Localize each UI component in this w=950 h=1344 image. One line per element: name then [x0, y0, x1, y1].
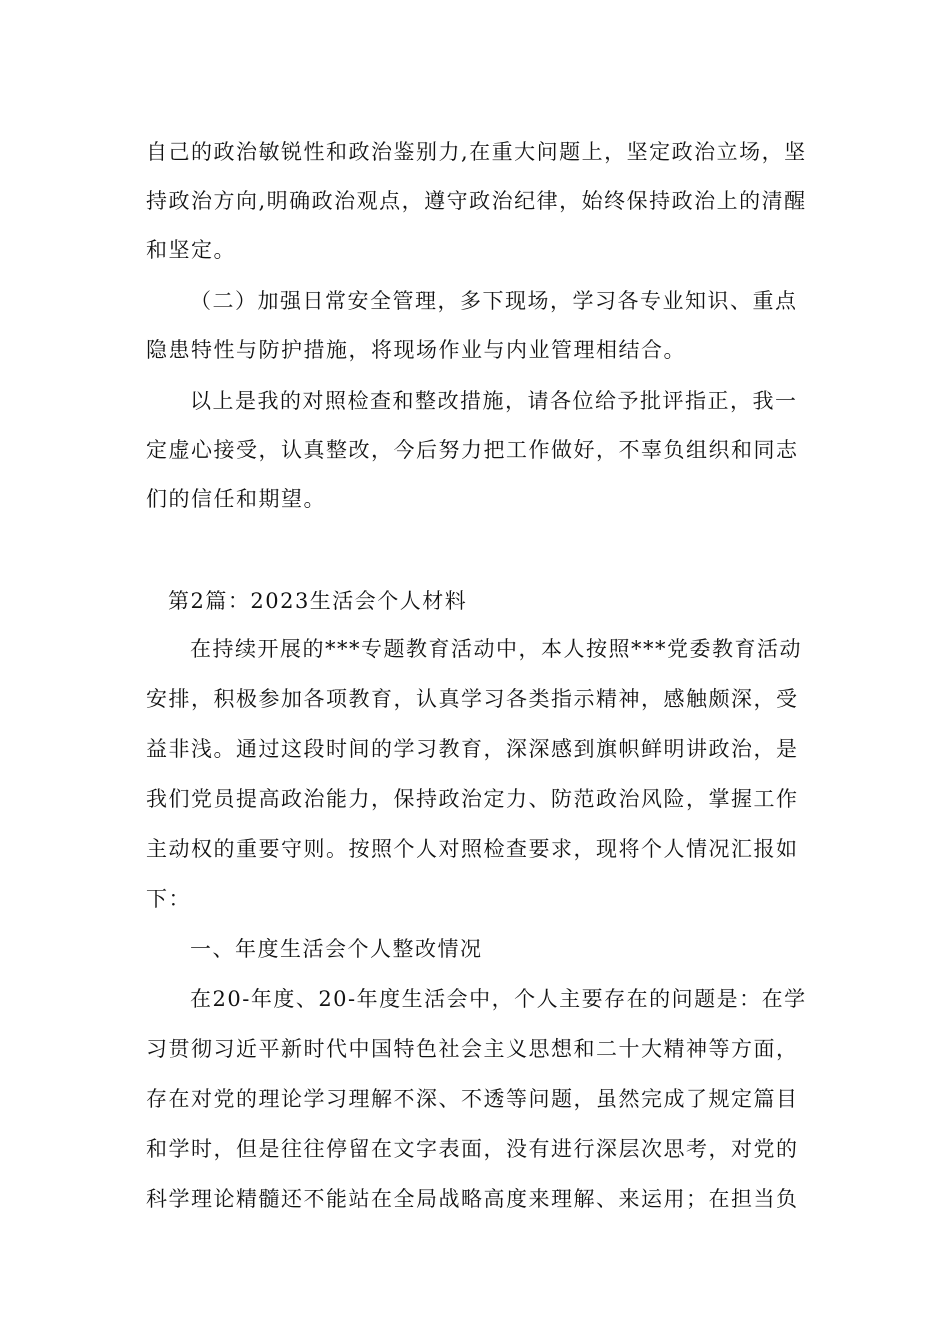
paragraph-4-line-5: 主动权的重要守则。按照个人对照检查要求，现将个人情况汇报如	[146, 837, 799, 861]
article-heading: 第2篇：2023生活会个人材料	[168, 589, 468, 613]
paragraph-4-line-3: 益非浅。通过这段时间的学习教育，深深感到旗帜鲜明讲政治，是	[146, 737, 799, 761]
section-heading: 一、年度生活会个人整改情况	[190, 937, 483, 961]
paragraph-4-line-2: 安排，积极参加各项教育，认真学习各类指示精神，感触颇深，受	[146, 687, 799, 711]
paragraph-5-line-2: 习贯彻习近平新时代中国特色社会主义思想和二十大精神等方面，	[146, 1037, 799, 1061]
paragraph-3-line-2: 定虚心接受，认真整改，今后努力把工作做好，不辜负组织和同志	[146, 438, 799, 462]
paragraph-2-line-1: （二）加强日常安全管理，多下现场，学习各专业知识、重点	[190, 289, 798, 313]
paragraph-5-line-4: 和学时，但是往往停留在文字表面，没有进行深层次思考，对党的	[146, 1137, 799, 1161]
paragraph-1-line-3: 和坚定。	[146, 238, 236, 262]
paragraph-1-line-2: 持政治方向,明确政治观点，遵守政治纪律，始终保持政治上的清醒	[146, 189, 807, 213]
paragraph-4-line-1: 在持续开展的***专题教育活动中，本人按照***党委教育活动	[190, 637, 802, 661]
paragraph-5-line-1: 在20-年度、20-年度生活会中，个人主要存在的问题是：在学	[190, 987, 807, 1011]
paragraph-4-line-6: 下：	[146, 887, 191, 911]
paragraph-2-line-2: 隐患特性与防护措施，将现场作业与内业管理相结合。	[146, 338, 686, 362]
paragraph-4-line-4: 我们党员提高政治能力，保持政治定力、防范政治风险，掌握工作	[146, 787, 799, 811]
paragraph-5-line-5: 科学理论精髓还不能站在全局战略高度来理解、来运用；在担当负	[146, 1187, 799, 1211]
paragraph-3-line-3: 们的信任和期望。	[146, 487, 326, 511]
paragraph-3-line-1: 以上是我的对照检查和整改措施，请各位给予批评指正，我一	[190, 389, 798, 413]
paragraph-1-line-1: 自己的政治敏锐性和政治鉴别力,在重大问题上，坚定政治立场，坚	[146, 140, 807, 164]
paragraph-5-line-3: 存在对党的理论学习理解不深、不透等问题，虽然完成了规定篇目	[146, 1087, 799, 1111]
